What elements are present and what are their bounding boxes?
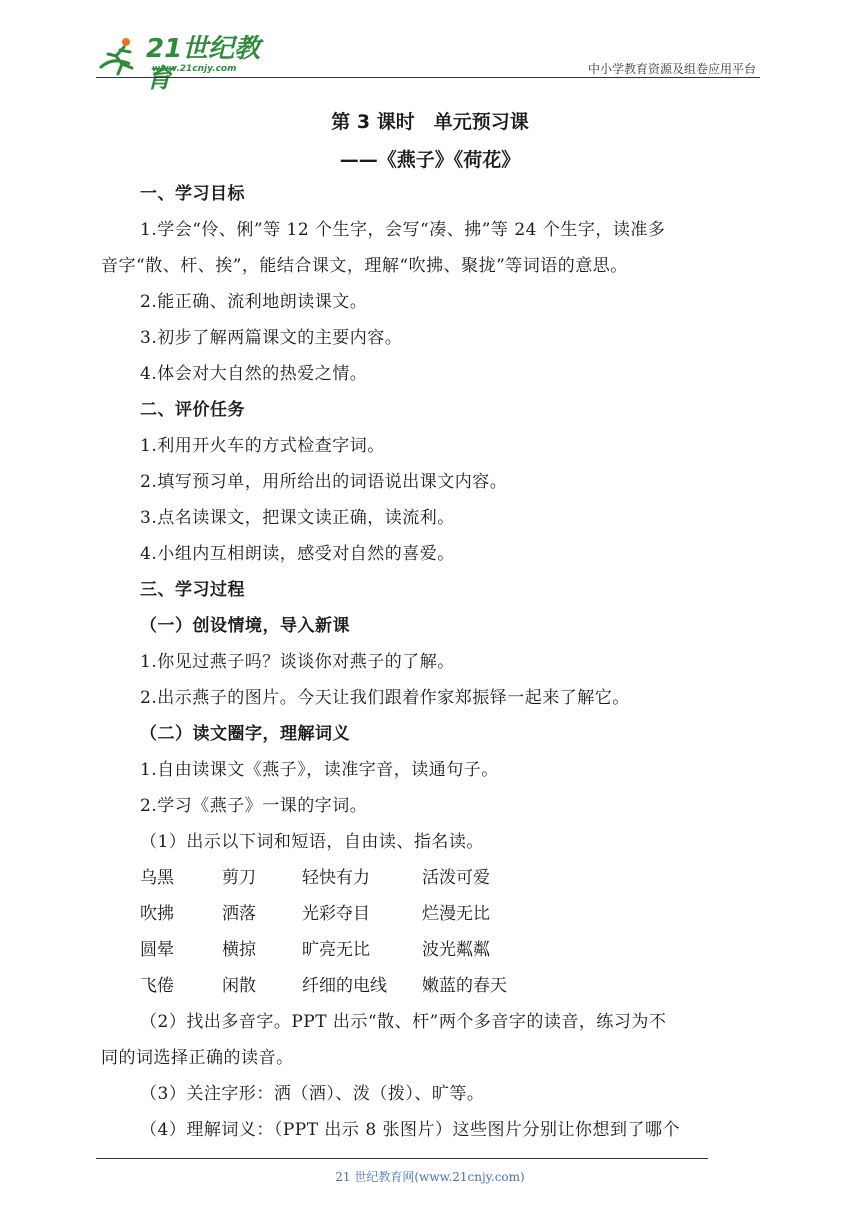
vocab-word: 横掠 (222, 940, 256, 960)
vocab-word: 纤细的电线 (302, 976, 387, 996)
vocab-word: 飞倦 (140, 976, 174, 996)
process-part-1-heading: （一）创设情境，导入新课 (140, 616, 350, 636)
process-1-item-1: 1.你见过燕子吗？谈谈你对燕子的了解。 (140, 652, 455, 672)
vocab-word: 旷亮无比 (302, 940, 370, 960)
vocab-word: 圆晕 (140, 940, 174, 960)
vocab-word: 闲散 (222, 976, 256, 996)
header-divider (96, 77, 760, 78)
vocab-word: 光彩夺目 (302, 904, 370, 924)
page-footer: 21 世纪教育网(www.21cnjy.com) (335, 1170, 525, 1184)
vocab-word: 吹拂 (140, 904, 174, 924)
logo-url: www.21cnjy.com (152, 64, 237, 74)
goal-item-2: 2.能正确、流利地朗读课文。 (140, 292, 368, 312)
vocab-word: 洒落 (222, 904, 256, 924)
page-header (0, 0, 860, 94)
vocab-word: 波光粼粼 (422, 940, 490, 960)
footer-divider (96, 1158, 708, 1159)
process-2-item-2: 2.学习《燕子》一课的字词。 (140, 796, 368, 816)
process-2-item-1: 1.自由读课文《燕子》，读准字音，读通句子。 (140, 760, 499, 780)
goal-item-1a: 1.学会“伶、俐”等 12 个生字，会写“凑、拂”等 24 个生字，读准多 (140, 220, 666, 240)
process-2-sub-3: （3）关注字形：洒（酒）、泼（拨）、旷等。 (140, 1084, 485, 1104)
goal-item-4: 4.体会对大自然的热爱之情。 (140, 364, 368, 384)
vocab-word: 轻快有力 (302, 868, 370, 888)
page-title: 第 3 课时 单元预习课 (331, 111, 529, 133)
vocab-word: 烂漫无比 (422, 904, 490, 924)
process-2-sub-2a: （2）找出多音字。PPT 出示“散、杆”两个多音字的读音，练习为不 (140, 1012, 667, 1032)
task-item-2: 2.填写预习单，用所给出的词语说出课文内容。 (140, 472, 508, 492)
vocab-word: 活泼可爱 (422, 868, 490, 888)
task-item-1: 1.利用开火车的方式检查字词。 (140, 436, 385, 456)
runner-logo-icon (96, 34, 142, 78)
process-1-item-2: 2.出示燕子的图片。今天让我们跟着作家郑振铎一起来了解它。 (140, 688, 630, 708)
section-heading-tasks: 二、评价任务 (140, 400, 245, 420)
section-heading-process: 三、学习过程 (140, 580, 245, 600)
goal-item-3: 3.初步了解两篇课文的主要内容。 (140, 328, 403, 348)
process-part-2-heading: （二）读文圈字，理解词义 (140, 724, 350, 744)
logo (96, 34, 266, 94)
header-tagline: 中小学教育资源及组卷应用平台 (587, 62, 756, 76)
logo-text: 21世纪教育 (146, 34, 261, 94)
page-subtitle: ——《燕子》《荷花》 (339, 149, 521, 171)
vocab-word: 剪刀 (222, 868, 256, 888)
process-2-sub-1: （1）出示以下词和短语，自由读、指名读。 (140, 832, 484, 852)
process-2-sub-2b: 同的词选择正确的读音。 (101, 1048, 294, 1068)
vocab-word: 嫩蓝的春天 (422, 976, 507, 996)
vocab-word: 乌黑 (140, 868, 174, 888)
task-item-3: 3.点名读课文，把课文读正确，读流利。 (140, 508, 455, 528)
goal-item-1b: 音字“散、杆、挨”，能结合课文，理解“吹拂、聚拢”等词语的意思。 (101, 256, 628, 276)
task-item-4: 4.小组内互相朗读，感受对自然的喜爱。 (140, 544, 455, 564)
section-heading-goals: 一、学习目标 (140, 184, 245, 204)
process-2-sub-4: （4）理解词义：（PPT 出示 8 张图片）这些图片分别让你想到了哪个 (140, 1120, 681, 1140)
